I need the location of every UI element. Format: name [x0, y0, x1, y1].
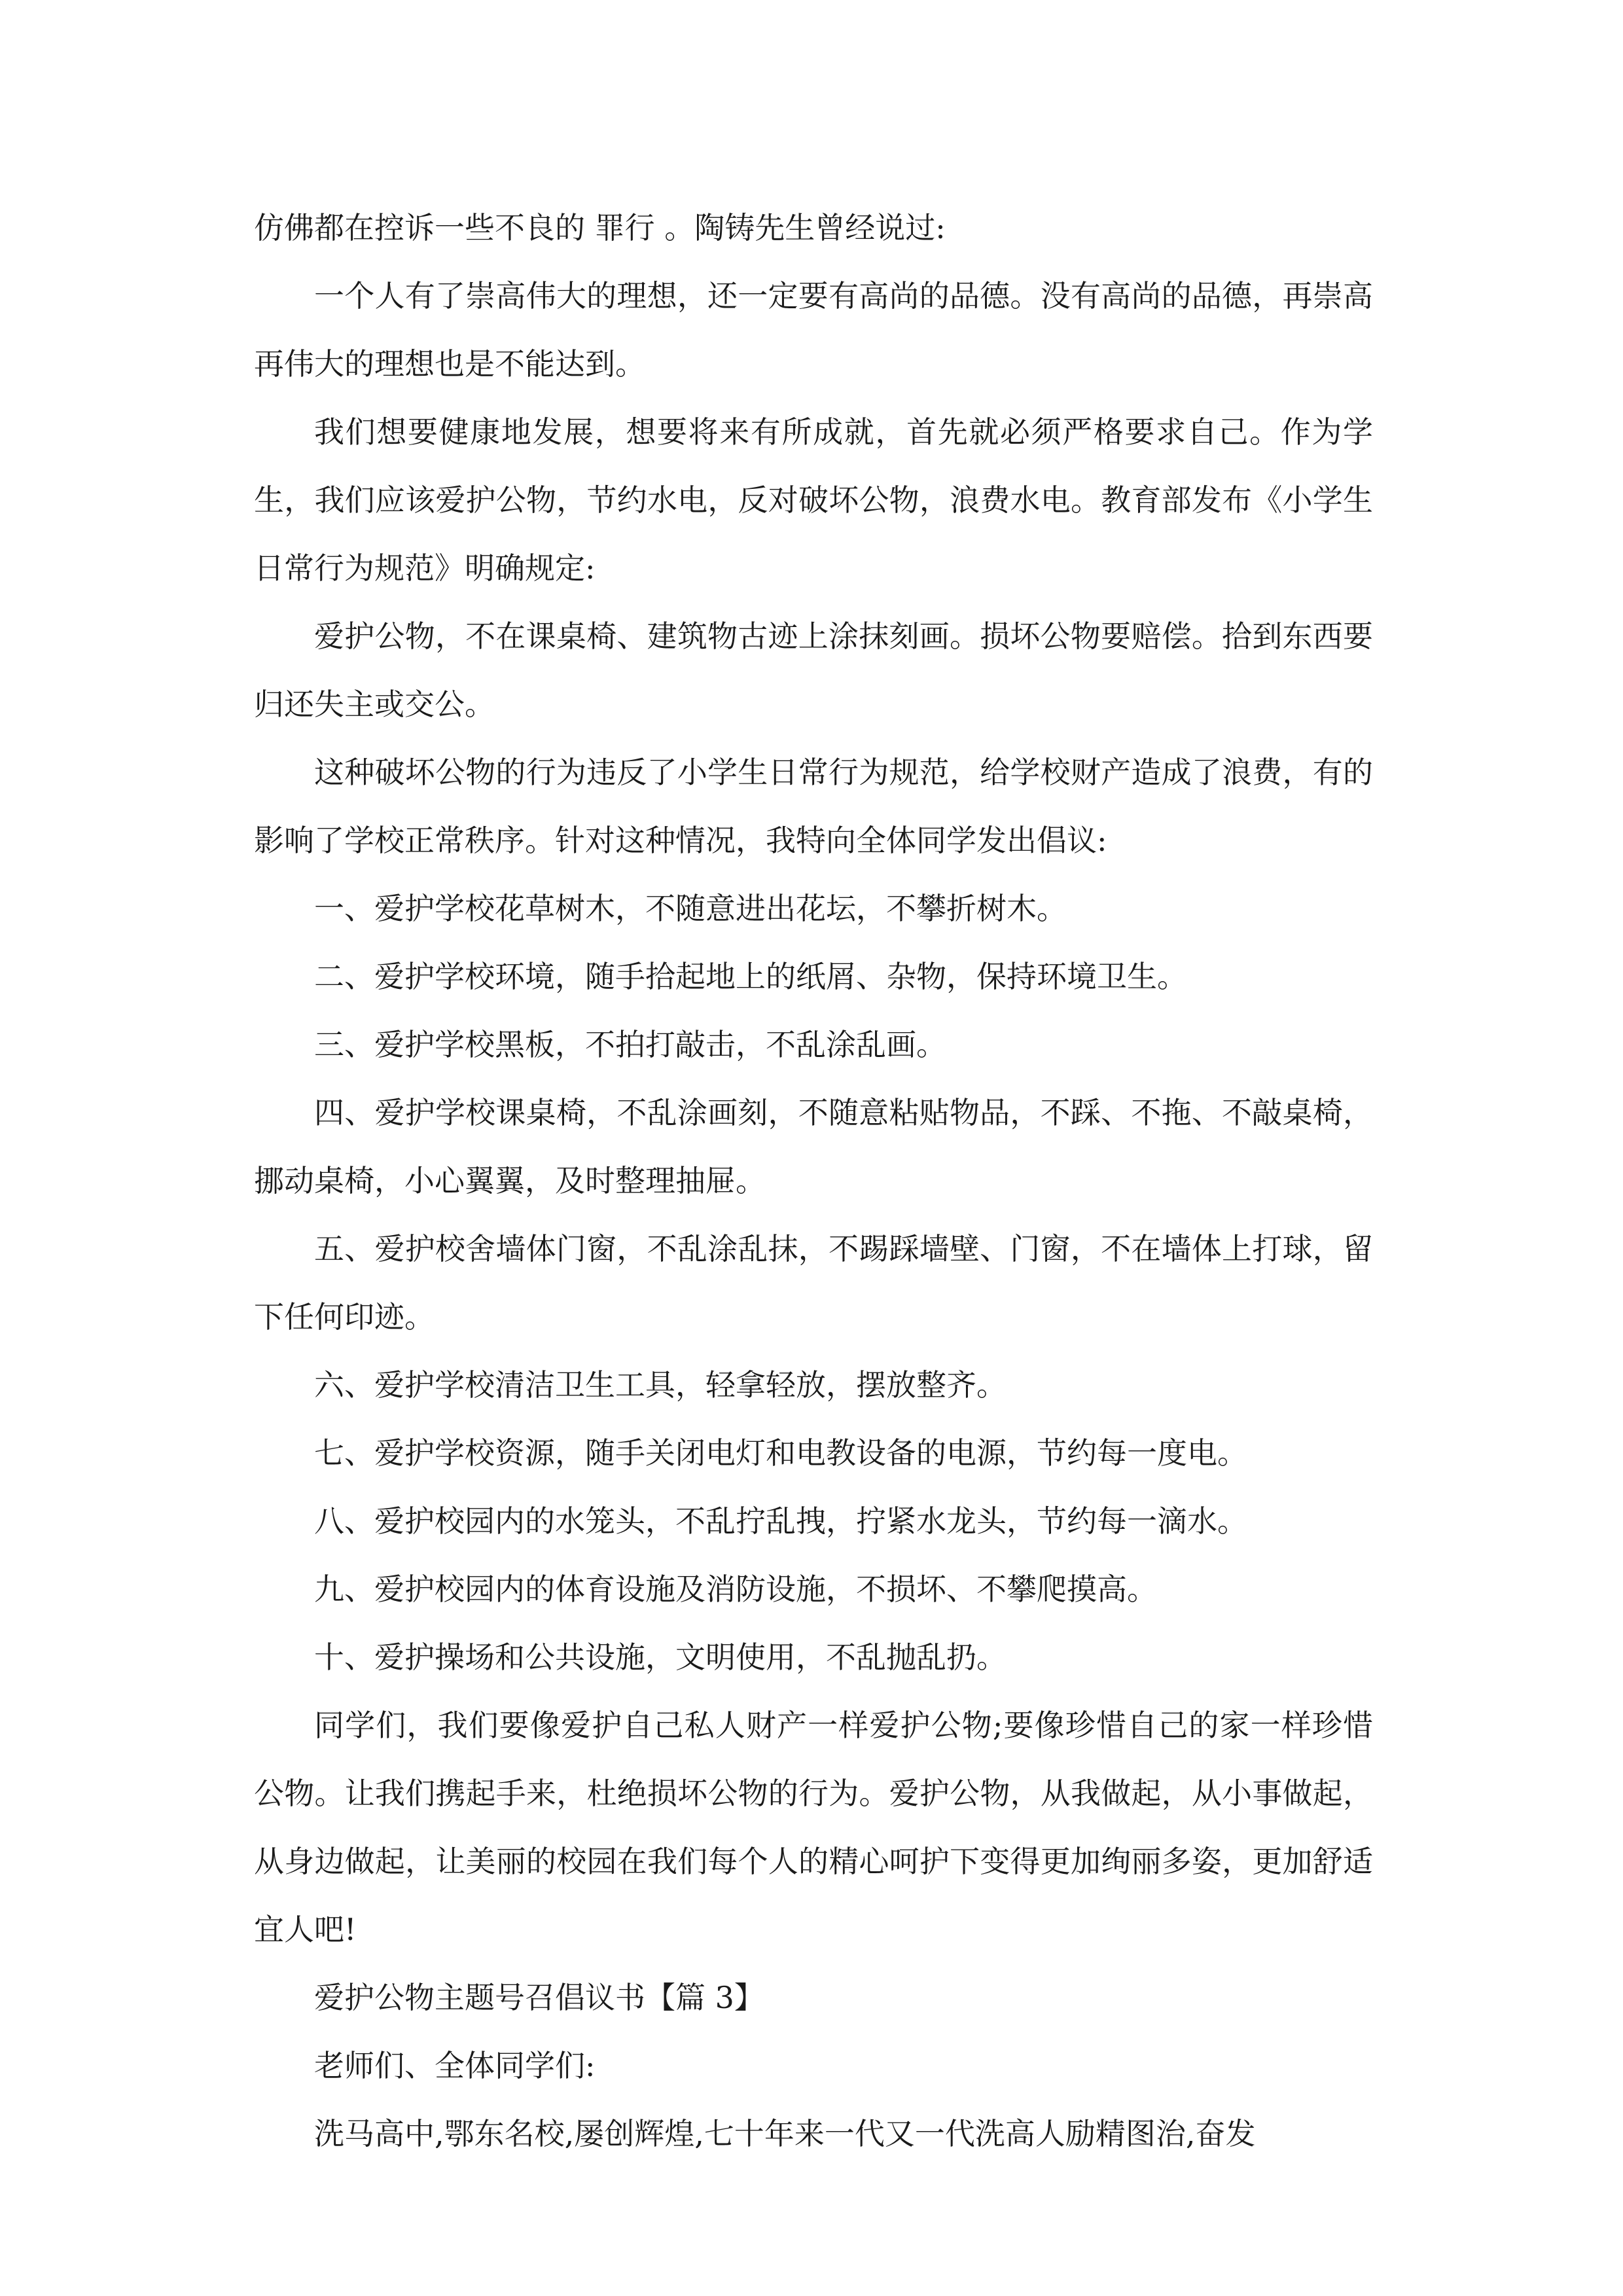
document-body [254, 194, 1373, 2168]
paragraph-continuation: 仿佛都在控诉一些不良的 罪行 。陶铸先生曾经说过: [254, 210, 946, 245]
paragraph-rule-quote: 爱护公物，不在课桌椅、建筑物古迹上涂抹刻画。损坏公物要赔偿。拾到东西要归还失主或交公。 [254, 619, 1373, 722]
paragraph-quote-taozhu: 一个人有了崇高伟大的理想，还一定要有高尚的品德。没有高尚的品德，再崇高再伟大的理想也是不能达到。 [254, 278, 1373, 382]
list-item-2: 二、爱护学校环境，随手拾起地上的纸屑、杂物，保持环境卫生。 [314, 959, 1187, 994]
list-item-6: 六、爱护学校清洁卫生工具，轻拿轻放，摆放整齐。 [314, 1367, 1007, 1403]
list-item-8: 八、爱护校园内的水笼头，不乱拧乱拽，拧紧水龙头，节约每一滴水。 [314, 1503, 1247, 1539]
list-item-3: 三、爱护学校黑板，不拍打敲击，不乱涂乱画。 [314, 1027, 946, 1062]
list-item-7: 七、爱护学校资源，随手关闭电灯和电教设备的电源，节约每一度电。 [314, 1435, 1247, 1471]
list-item-1: 一、爱护学校花草树木，不随意进出花坛，不攀折树木。 [314, 891, 1067, 926]
paragraph-closing: 同学们，我们要像爱护自己私人财产一样爱护公物;要像珍惜自己的家一样珍惜公物。让我们携起手来，杜绝损坏公物的行为。爱护公物，从我做起，从小事做起，从身边做起，让美丽的校园在我们每个人的精心呵护下变得更加绚丽多姿，更加舒适宜人吧! [254, 1708, 1373, 1947]
section-heading: 爱护公物主题号召倡议书【篇 3】 [314, 1980, 764, 2015]
list-item-5: 五、爱护校舍墙体门窗，不乱涂乱抹，不踢踩墙壁、门窗，不在墙体上打球，留下任何印迹。 [254, 1231, 1373, 1335]
salutation: 老师们、全体同学们: [314, 2048, 596, 2083]
paragraph-intro: 我们想要健康地发展，想要将来有所成就，首先就必须严格要求自己。作为学生，我们应该爱护公物，节约水电，反对破坏公物，浪费水电。教育部发布《小学生日常行为规范》明确规定: [254, 414, 1373, 586]
paragraph-proposal: 这种破坏公物的行为违反了小学生日常行为规范，给学校财产造成了浪费，有的影响了学校正常秩序。针对这种情况，我特向全体同学发出倡议: [254, 755, 1373, 858]
list-item-9: 九、爱护校园内的体育设施及消防设施，不损坏、不攀爬摸高。 [314, 1571, 1157, 1607]
list-item-10: 十、爱护操场和公共设施，文明使用，不乱抛乱扔。 [314, 1640, 1007, 1675]
paragraph-school-intro: 洗马高中,鄂东名校,屡创辉煌,七十年来一代又一代洗高人励精图治,奋发 [314, 2116, 1256, 2151]
list-item-4: 四、爱护学校课桌椅，不乱涂画刻，不随意粘贴物品，不踩、不拖、不敲桌椅，挪动桌椅，小心翼翼，及时整理抽屉。 [254, 1095, 1373, 1198]
